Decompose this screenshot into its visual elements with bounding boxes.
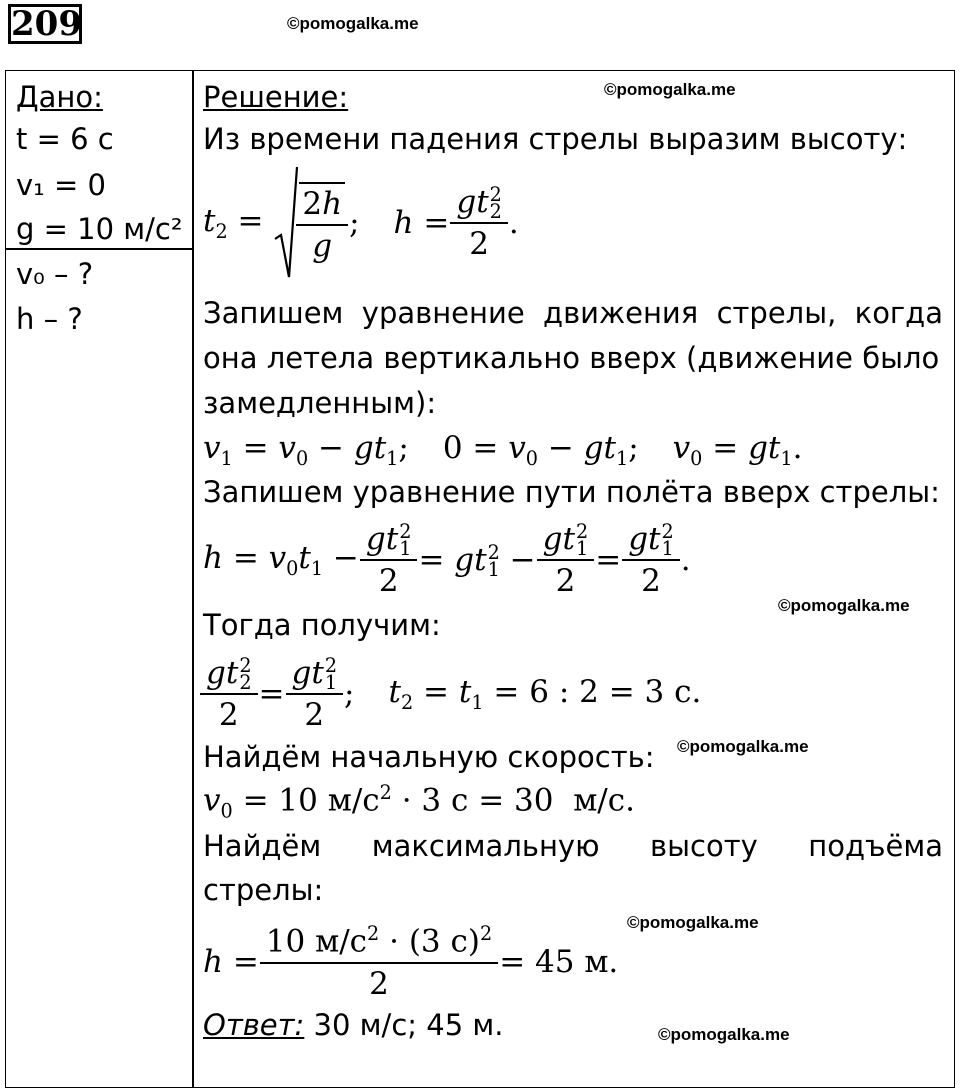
solution-text-justified: Запишем уравнение движения стрелы, когда: [203, 296, 943, 330]
formula-path: $h = v_0t_1$ − gt 2 1 2 = gt 2 1 − gt 2 1 2 = gt 2 1 2 .: [203, 519, 691, 600]
solution-text: Запишем уравнение пути полёта вверх стрелы:: [203, 475, 940, 509]
task-number: 209: [8, 4, 82, 44]
formula-equal-times: gt 2 2 2 = gt 2 1 2 ; $t_2 = t_1 = 6$ : 2 = 3 с.: [203, 644, 701, 744]
given-line: v₁ = 0: [16, 168, 106, 202]
find-line: h – ?: [16, 302, 83, 336]
watermark: ©pomogalka.me: [604, 80, 736, 99]
given-line: t = 6 с: [16, 122, 114, 156]
watermark: ©pomogalka.me: [658, 1025, 790, 1044]
watermark: ©pomogalka.me: [778, 596, 910, 615]
answer-label: Ответ:: [203, 1008, 305, 1042]
solution-text: стрелы:: [203, 873, 324, 907]
solution-text-justified: Найдём максимальную высоту подъёма: [203, 829, 943, 863]
solution-text: Найдём начальную скорость:: [203, 740, 655, 774]
formula-max-height: h = $\frac{10 м/с^2 \cdot (3 с)^2}{2}$ = 45 м.: [203, 922, 619, 1002]
solution-text: Из времени падения стрелы выразим высоту:: [203, 122, 908, 156]
watermark: ©pomogalka.me: [287, 14, 419, 33]
watermark: ©pomogalka.me: [677, 737, 809, 756]
answer-value: 30 м/с; 45 м.: [304, 1008, 504, 1042]
watermark: ©pomogalka.me: [627, 913, 759, 932]
formula-initial-speed: $v_0 = 10$ $м/с^2 \cdot 3$ с = 30 м/с.: [203, 781, 635, 823]
given-title: Дано:: [16, 80, 103, 114]
answer: [203, 1008, 503, 1042]
given-find-divider: [5, 248, 193, 250]
solution-title: Решение:: [203, 80, 349, 114]
solution-text: она летела вертикально вверх (движение было: [203, 341, 940, 375]
column-divider: [192, 70, 194, 1088]
solution-text: Тогда получим:: [203, 608, 441, 642]
solution-text: замедленным):: [203, 386, 437, 420]
find-line: v₀ – ?: [16, 257, 94, 291]
formula-fall-time: $t_2$ = $\frac{2h}{g}$ ; h = gt 2 2 2 .: [203, 164, 519, 282]
given-line: g = 10 м/с²: [16, 212, 183, 246]
formula-velocity: $v_1 = v_0 - gt_1$; $0 = v_0 - gt_1$; $v_0 = gt_1$.: [203, 429, 803, 471]
